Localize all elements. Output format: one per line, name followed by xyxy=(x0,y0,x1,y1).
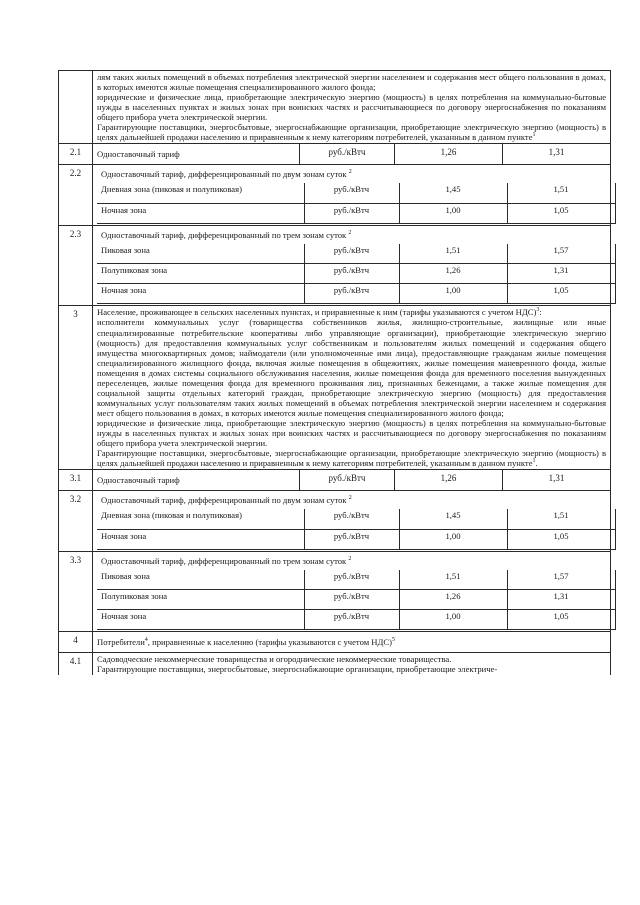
block3-description: Население, проживающее в сельских населенных пунктах, и приравненные к ним (тарифы указываются с учетом НДС)$^3$: исполнители коммунальных услуг (товарищества собственников жилья, жилищно-строительные, жилищные или иные специализированные потребительские кооперативы либо управляющие организации), приобретающие электрическую энергию (мощность) для предоставления коммунальных услуг собственникам и пользователям жилых помещений и содержания общего имущества многоквартирных домов; наймодатели (или уполномоченные ими лица), предоставляющие гражданам жилые помещения специализированного жилищного фонда, включая жилые помещения в общежитиях, жилые помещения маневренного фонда, жилые помещения в домах системы социального обслуживания населения, жилые помещения фонда для временного поселения вынужденных переселенцев, жилые помещения фонда для временного проживания лиц, признанных беженцами, а также жилые помещения для социальной защиты отдельных категорий граждан, приобретающие электрическую энергию (мощность) для предоставления коммунальных услуг пользователям таких жилых помещений в объемах потребления электрической энергии населением и содержания мест общего пользования в домах, в которых имеются жилые помещения специализированного жилого фонда; юридические и физические лица, приобретающие электрическую энергию (мощность) в целях потребления на коммунально-бытовые нужды в населенных пунктах и жилых зонах при воинских частях и рассчитывающиеся по договору энергоснабжения по показаниям общего прибора учета электрической энергии. Гарантирующие поставщики, энергосбытовые, энергоснабжающие организации, приобретающие электрическую энергию (мощность) в целях дальнейшей продажи населению и приравненным к нему категориям потребителей, указанным в данном пункте$^1$. xyxy=(93,306,611,470)
row-2-2: 2.2 Одноставочный тариф, дифференцированный по двум зонам суток $^2$ Дневная зона (пиковая и полупиковая) руб./кВтч 1,45 1,51 Ночная зона руб./кВтч 1,00 1,05 xyxy=(59,165,611,226)
row-3-2: 3.2 Одноставочный тариф, дифференцированный по двум зонам суток $^2$ Дневная зона (пиковая и полупиковая) руб./кВтч 1,45 1,51 Ночная зона руб./кВтч 1,00 1,05 xyxy=(59,491,611,552)
two-zone-table-3 xyxy=(97,509,616,550)
two-zone-table-2 xyxy=(97,183,616,224)
row-2-3: 2.3 Одноставочный тариф, дифференцированный по трем зонам суток $^2$ Пиковая зона руб./кВтч 1,51 1,57 Полупиковая зона руб./кВтч 1,26 1,31 Ночная зона руб./кВтч 1,00 1,05 xyxy=(59,225,611,306)
row-4: 4 Потребители$^4$, приравненные к населению (тарифы указываются с учетом НДС)$^5$ xyxy=(59,632,611,653)
row-3-3: 3.3 Одноставочный тариф, дифференцированный по трем зонам суток $^2$ Пиковая зона руб./кВтч 1,51 1,57 Полупиковая зона руб./кВтч 1,26 1,31 Ночная зона руб./кВтч 1,00 1,05 xyxy=(59,551,611,632)
zone-row: Ночная зона руб./кВтч 1,00 1,05 xyxy=(97,529,615,549)
three-zone-table-3 xyxy=(97,570,616,631)
row-4-1: 4.1 Садоводческие некоммерческие товарищества и огороднические некоммерческие товарищества. Гарантирующие поставщики, энергосбытовые, энергоснабжающие организации, приобретающие электриче- xyxy=(59,653,611,676)
three-zone-table-2 xyxy=(97,244,616,305)
row-2-1: 2.1 Одноставочный тариф руб./кВтч 1,26 1,31 xyxy=(59,144,611,165)
block4-title: Потребители$^4$, приравненные к населению (тарифы указываются с учетом НДС)$^5$ xyxy=(97,637,395,648)
zone-row: Ночная зона руб./кВтч 1,00 1,05 xyxy=(97,203,615,223)
zone-row: Полупиковая зона руб./кВтч 1,26 1,31 xyxy=(97,264,615,284)
zone-row: Дневная зона (пиковая и полупиковая) руб./кВтч 1,45 1,51 xyxy=(97,183,615,203)
zone-row: Пиковая зона руб./кВтч 1,51 1,57 xyxy=(97,570,615,590)
zone-row: Полупиковая зона руб./кВтч 1,26 1,31 xyxy=(97,590,615,610)
tariff-table xyxy=(58,70,611,675)
row-3-1: 3.1 Одноставочный тариф руб./кВтч 1,26 1,31 xyxy=(59,470,611,491)
block2-description: лям таких жилых помещений в объемах потребления электрической энергии населением и содержания мест общего пользования в домах, в которых имеются жилые помещения специализированного жилого фонда; юридические и физические лица, приобретающие электрическую энергию (мощность) в целях потребления на коммунально-бытовые нужды в населенных пунктах и жилых зонах при воинских частях и рассчитывающиеся по договору энергоснабжения по показаниям общего прибора учета электрической энергии. Гарантирующие поставщики, энергосбытовые, энергоснабжающие организации, приобретающие электрическую энергию (мощность) в целях дальнейшей продажи населению и приравненным к нему категориям потребителей, указанным в данном пункте$^1$ xyxy=(93,71,611,144)
zone-row: Ночная зона руб./кВтч 1,00 1,05 xyxy=(97,284,615,304)
zone-row: Ночная зона руб./кВтч 1,00 1,05 xyxy=(97,610,615,630)
zone-row: Дневная зона (пиковая и полупиковая) руб./кВтч 1,45 1,51 xyxy=(97,509,615,529)
zone-row: Пиковая зона руб./кВтч 1,51 1,57 xyxy=(97,244,615,264)
block3-description-row: 3 Население, проживающее в сельских населенных пунктах, и приравненные к ним (тарифы указываются с учетом НДС)$^3$: исполнители коммунальных услуг (товарищества собственников жилья, жилищно-строительные, жилищные или иные специализированные потребительские кооперативы либо управляющие организации), приобретающие электрическую энергию (мощность) для предоставления коммунальных услуг собственникам и пользователям жилых помещений и содержания общего имущества многоквартирных домов; наймодатели (или уполномоченные ими лица), предоставляющие гражданам жилые помещения специализированного жилищного фонда, включая жилые помещения в общежитиях, жилые помещения маневренного фонда, жилые помещения в домах системы социального обслуживания населения, жилые помещения фонда для временного поселения вынужденных переселенцев, жилые помещения фонда для временного проживания лиц, признанных беженцами, а также жилые помещения для социальной защиты отдельных категорий граждан, приобретающие электрическую энергию (мощность) для предоставления коммунальных услуг пользователям таких жилых помещений в объемах потребления электрической энергии населением и содержания мест общего пользования в домах, в которых имеются жилые помещения специализированного жилого фонда; юридические и физические лица, приобретающие электрическую энергию (мощность) в целях потребления на коммунально-бытовые нужды в населенных пунктах и жилых зонах при воинских частях и рассчитывающиеся по договору энергоснабжения по показаниям общего прибора учета электрической энергии. Гарантирующие поставщики, энергосбытовые, энергоснабжающие организации, приобретающие электрическую энергию (мощность) в целях дальнейшей продажи населению и приравненным к нему категориям потребителей, указанным в данном пункте$^1$. xyxy=(59,306,611,470)
block2-description-row xyxy=(59,71,611,144)
